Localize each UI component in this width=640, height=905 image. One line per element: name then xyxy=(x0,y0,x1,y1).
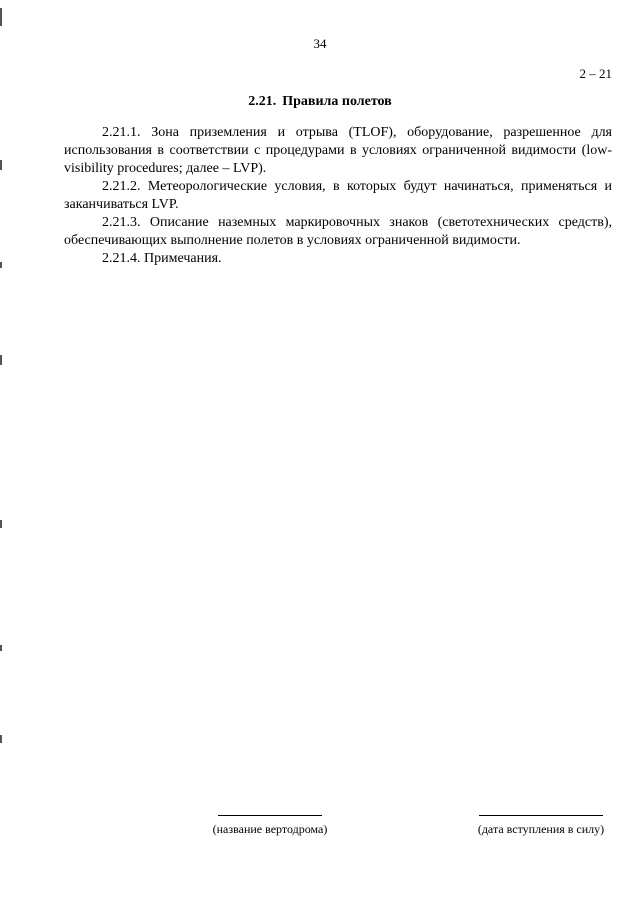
section-code: 2 – 21 xyxy=(579,66,612,81)
effective-date-field xyxy=(466,815,616,837)
scan-mark xyxy=(0,520,2,528)
scan-mark xyxy=(0,355,2,365)
page-number: 34 xyxy=(313,36,327,51)
section-body xyxy=(64,124,612,268)
paragraph-2-21-1: 2.21.1. Зона приземления и отрыва (TLOF), оборудование, разрешенное для использования в соответствии с процедурами в условиях ограниченной видимости (low-visibility procedures; далее – LVP). xyxy=(64,125,612,176)
paragraph-2-21-2: 2.21.2. Метеорологические условия, в которых будут начинаться, применяться и заканчиваться LVP. xyxy=(64,179,612,212)
scan-edge-marks xyxy=(0,0,3,905)
scan-mark xyxy=(0,735,2,743)
signature-footer xyxy=(0,815,640,845)
heliport-name-field xyxy=(190,815,350,837)
section-title: Правила полетов xyxy=(282,94,392,109)
section-number: 2.21. xyxy=(248,94,277,109)
effective-date-line xyxy=(479,815,603,816)
scan-mark xyxy=(0,262,2,268)
scan-mark xyxy=(0,160,2,170)
heliport-name-caption: (название вертодрома) xyxy=(212,822,328,836)
effective-date-caption: (дата вступления в силу) xyxy=(477,822,605,836)
heliport-name-line xyxy=(218,815,322,816)
paragraph-2-21-4: 2.21.4. Примечания. xyxy=(102,251,222,266)
scan-mark xyxy=(0,8,2,26)
paragraph-2-21-3: 2.21.3. Описание наземных маркировочных знаков (светотехнических средств), обеспечивающих выполнение полетов в условиях ограниченной видимости. xyxy=(64,215,612,248)
section-heading xyxy=(0,94,640,110)
scan-mark xyxy=(0,645,2,651)
